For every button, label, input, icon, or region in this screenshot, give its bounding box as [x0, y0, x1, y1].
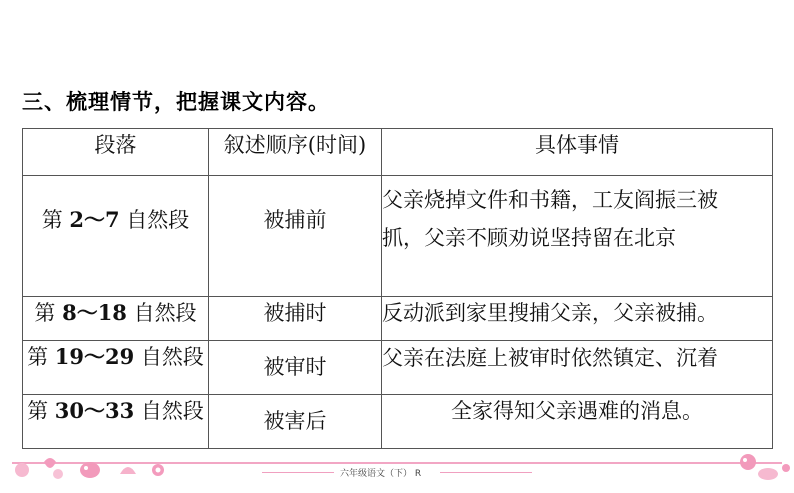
- order-cell-answer: 被审时: [209, 341, 382, 395]
- event-cell: 反动派到家里搜捕父亲，父亲被捕。: [382, 297, 773, 341]
- order-cell-answer: 被害后: [209, 395, 382, 449]
- order-cell: 被捕前: [209, 176, 382, 297]
- paragraph-cell: 第 8～18 自然段: [23, 297, 209, 341]
- footer-rule-right: [440, 472, 532, 473]
- section-heading: 三、梳理情节，把握课文内容。: [22, 90, 330, 114]
- event-cell: 全家得知父亲遇难的消息。: [382, 395, 773, 449]
- table-row: [23, 176, 773, 297]
- order-cell-answer: 被捕时: [209, 297, 382, 341]
- footer-rule-left: [262, 472, 334, 473]
- header-order: 叙述顺序(时间): [209, 129, 382, 176]
- event-cell-answer: 父亲烧掉文件和书籍，工友阎振三被 抓，父亲不顾劝说坚持留在北京: [382, 176, 773, 297]
- paragraph-cell: 第 30～33 自然段: [23, 395, 209, 449]
- header-paragraph: 段落: [23, 129, 209, 176]
- table-header-row: [23, 129, 773, 176]
- paragraph-cell: 第 19～29 自然段: [23, 341, 209, 395]
- table-row: [23, 341, 773, 395]
- footer-text: 六年级语文（下） R: [340, 469, 422, 479]
- table-row: [23, 297, 773, 341]
- paragraph-cell: 第 2～7 自然段: [23, 176, 209, 297]
- event-cell-answer: 父亲在法庭上被审时依然镇定、沉着: [382, 341, 773, 395]
- plot-summary-table: [22, 128, 773, 449]
- header-event: 具体事情: [382, 129, 773, 176]
